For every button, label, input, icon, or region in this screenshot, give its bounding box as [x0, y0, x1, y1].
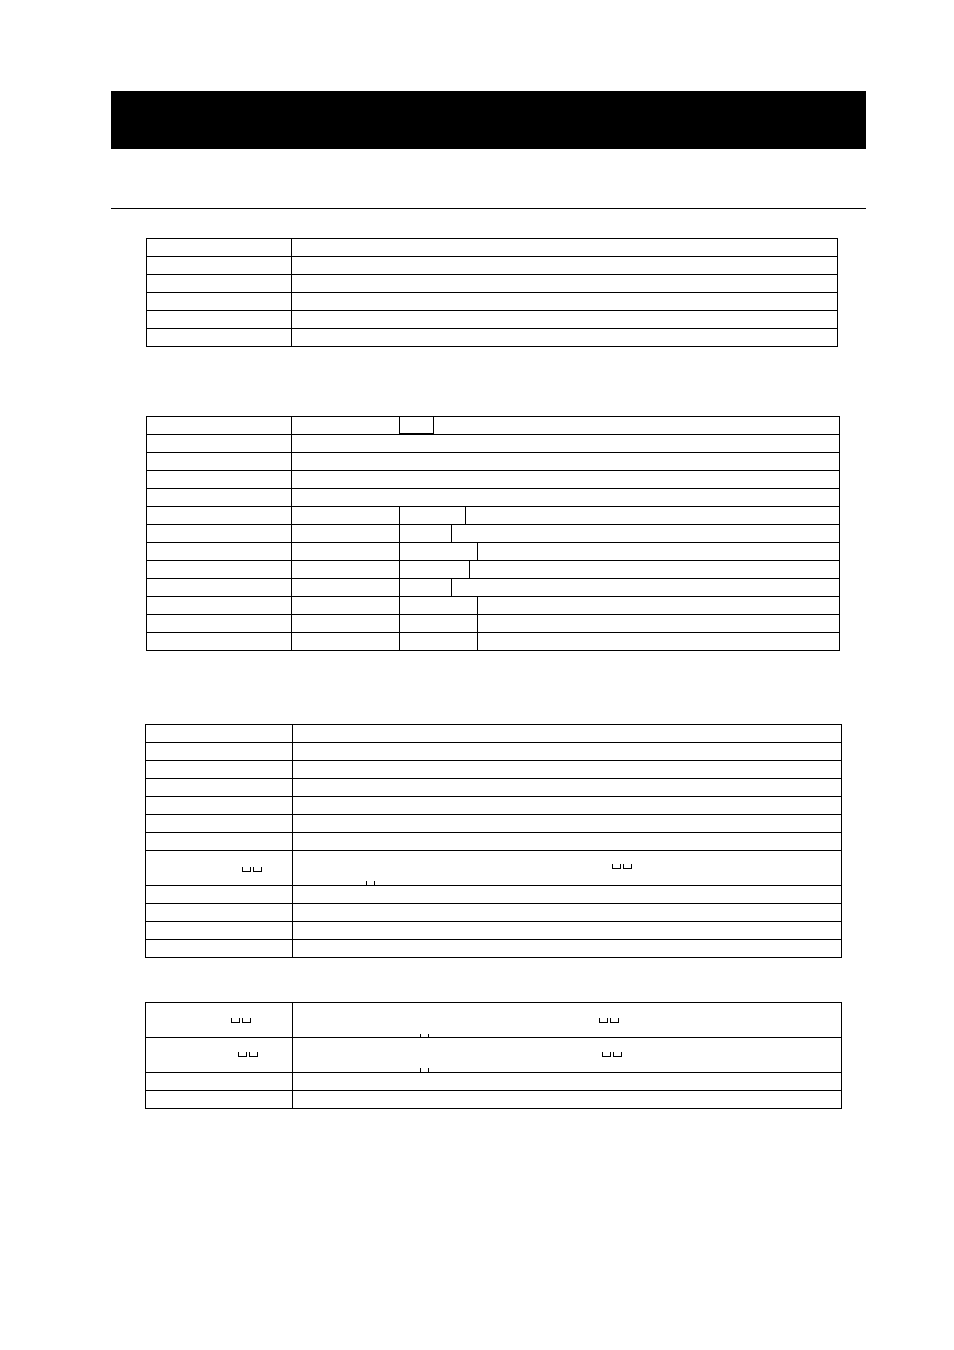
- table-cell: [292, 597, 840, 615]
- value-box: [399, 615, 478, 632]
- table-cell: [293, 1038, 842, 1073]
- header-banner: [111, 91, 866, 149]
- table-cell: [146, 815, 293, 833]
- table-cell: [146, 833, 293, 851]
- value-box: [399, 543, 478, 560]
- table-cell: [146, 904, 293, 922]
- table-cell: [147, 543, 292, 561]
- table-cell: [293, 1003, 842, 1038]
- spec-table-3: [145, 724, 842, 958]
- table-cell: [293, 851, 842, 886]
- table-cell: [147, 293, 292, 311]
- table-cell: [146, 1038, 293, 1073]
- space-symbol: [230, 1012, 252, 1029]
- table-cell: [292, 435, 840, 453]
- table-cell: [147, 311, 292, 329]
- space-symbol: [611, 858, 633, 875]
- table-cell: [146, 761, 293, 779]
- table-cell: [292, 275, 838, 293]
- space-symbol: [419, 1028, 430, 1038]
- value-box: [399, 417, 434, 434]
- section-divider: [111, 208, 866, 209]
- table-cell: [147, 435, 292, 453]
- value-box: [399, 525, 452, 542]
- space-symbol: [601, 1046, 623, 1063]
- table-cell: [292, 329, 838, 347]
- table-cell: [147, 615, 292, 633]
- table-cell: [146, 1073, 293, 1091]
- table-cell: [292, 543, 840, 561]
- table-cell: [146, 1003, 293, 1038]
- table-cell: [292, 239, 838, 257]
- table-cell: [146, 779, 293, 797]
- table-cell: [292, 525, 840, 543]
- spec-table-2: [146, 416, 840, 651]
- value-box: [399, 507, 466, 524]
- table-cell: [292, 453, 840, 471]
- table-cell: [147, 597, 292, 615]
- table-cell: [146, 886, 293, 904]
- table-cell: [293, 940, 842, 958]
- table-cell: [147, 417, 292, 435]
- table-cell: [292, 615, 840, 633]
- table-cell: [293, 743, 842, 761]
- table-cell: [293, 922, 842, 940]
- table-cell: [147, 507, 292, 525]
- space-symbol: [365, 875, 376, 886]
- table-cell: [292, 257, 838, 275]
- table-cell: [292, 579, 840, 597]
- table-cell: [147, 471, 292, 489]
- table-cell: [147, 579, 292, 597]
- table-cell: [292, 471, 840, 489]
- table-cell: [292, 489, 840, 507]
- space-symbol: [237, 1046, 259, 1063]
- table-cell: [146, 851, 293, 886]
- table-cell: [146, 1091, 293, 1109]
- table-cell: [293, 886, 842, 904]
- value-box: [399, 597, 478, 614]
- table-cell: [293, 1091, 842, 1109]
- table-cell: [292, 417, 840, 435]
- table-cell: [292, 633, 840, 651]
- space-symbol: [241, 861, 263, 878]
- space-symbol: [419, 1062, 430, 1073]
- table-cell: [293, 815, 842, 833]
- table-cell: [147, 633, 292, 651]
- table-cell: [292, 293, 838, 311]
- table-cell: [293, 779, 842, 797]
- table-cell: [293, 797, 842, 815]
- value-box: [399, 579, 452, 596]
- table-cell: [147, 329, 292, 347]
- spec-table-4: [145, 1002, 842, 1109]
- table-cell: [293, 833, 842, 851]
- table-cell: [293, 904, 842, 922]
- table-cell: [292, 561, 840, 579]
- table-cell: [293, 725, 842, 743]
- table-cell: [146, 743, 293, 761]
- space-symbol: [598, 1012, 620, 1029]
- table-cell: [292, 311, 838, 329]
- table-cell: [146, 940, 293, 958]
- banner-title: [111, 91, 866, 123]
- table-cell: [147, 257, 292, 275]
- table-cell: [292, 507, 840, 525]
- table-cell: [293, 1073, 842, 1091]
- table-cell: [147, 561, 292, 579]
- table-cell: [293, 761, 842, 779]
- table-cell: [146, 725, 293, 743]
- spec-table-1: [146, 238, 838, 347]
- table-cell: [147, 239, 292, 257]
- table-cell: [147, 453, 292, 471]
- table-cell: [146, 922, 293, 940]
- table-cell: [147, 275, 292, 293]
- table-cell: [147, 489, 292, 507]
- value-box: [399, 561, 470, 578]
- value-box: [399, 633, 478, 650]
- table-cell: [147, 525, 292, 543]
- table-cell: [146, 797, 293, 815]
